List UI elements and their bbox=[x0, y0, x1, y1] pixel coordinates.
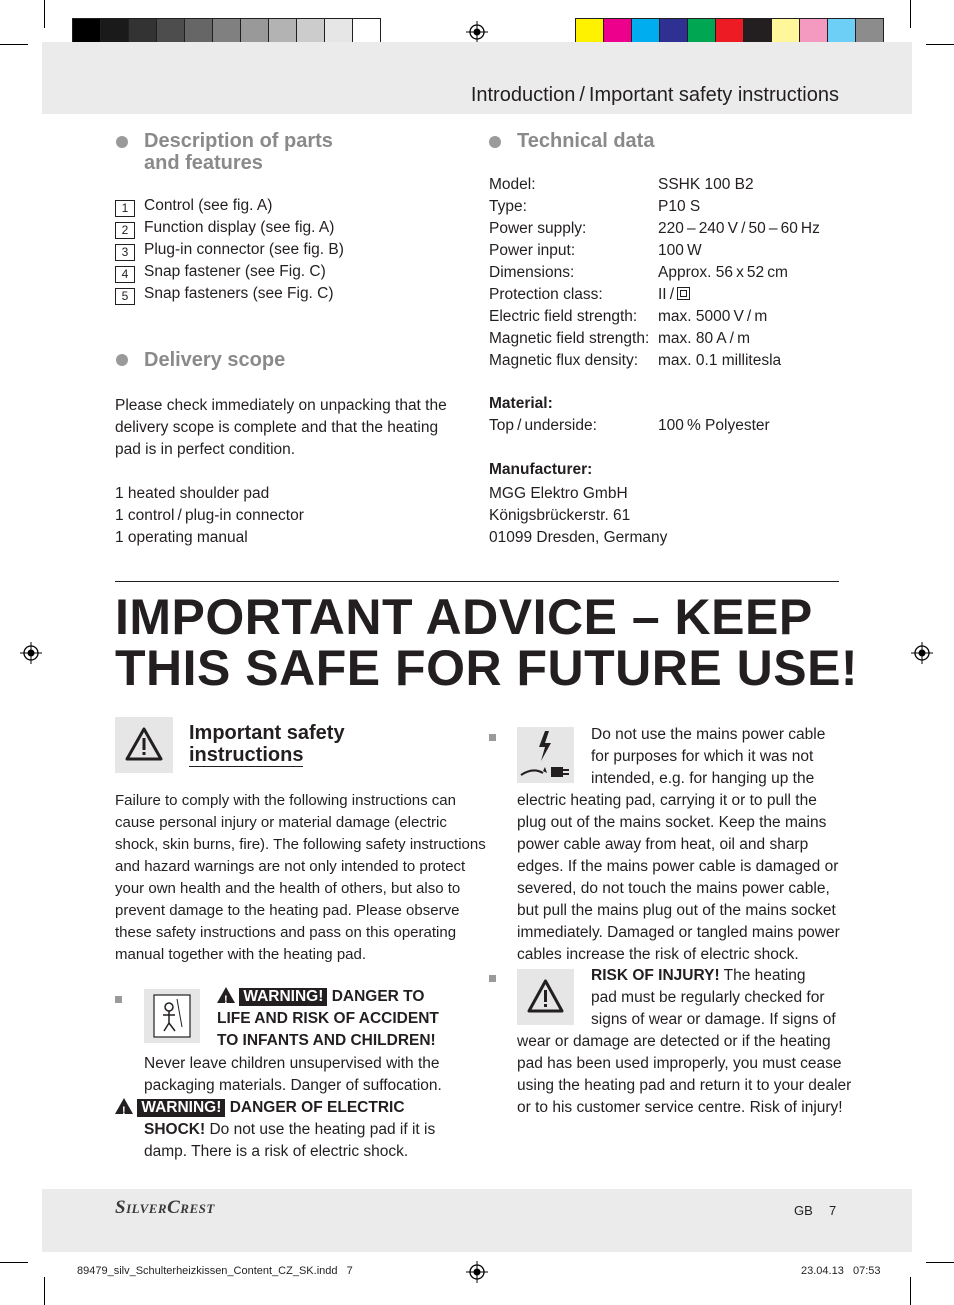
crop-mark bbox=[0, 44, 28, 45]
tech-label: Model: bbox=[489, 176, 536, 193]
manufacturer-address: MGG Elektro GmbH Königsbrückerstr. 61 01099 Dresden, Germany bbox=[489, 485, 668, 546]
tech-label: Electric field strength: bbox=[489, 308, 638, 325]
part-number: 4 bbox=[115, 266, 135, 283]
double-insulation-icon bbox=[677, 287, 690, 300]
warning-label: WARNING! bbox=[137, 1099, 225, 1117]
warning-triangle-icon bbox=[517, 969, 574, 1025]
parts-heading: Description of parts and features bbox=[144, 130, 333, 174]
crop-mark bbox=[44, 0, 45, 28]
tech-value: max. 0.1 millitesla bbox=[658, 352, 782, 369]
warning-icon-box bbox=[115, 717, 173, 773]
manufacturer-heading: Manufacturer: bbox=[489, 461, 593, 478]
child-warning-icon-box bbox=[144, 989, 200, 1043]
injury-text-top: RISK OF INJURY! The heating pad must be regularly checked for signs of wear or damage. If signs of bbox=[591, 967, 836, 1028]
part-number: 5 bbox=[115, 288, 135, 305]
footer-lang: GB bbox=[794, 1203, 813, 1218]
tech-label: Magnetic field strength: bbox=[489, 330, 650, 347]
registration-mark-icon bbox=[20, 642, 42, 664]
tech-label: Magnetic flux density: bbox=[489, 352, 639, 369]
safety-intro: Failure to comply with the following instructions can cause personal injury or material damage (electric shock, skin burns, fire). The following safety instructions and hazard warnings are not only intended to protect your own health and the health of others, but also to prevent damage to the heating pad. Please observe these safety instructions and pass on this operating manual together with the heating pad. bbox=[115, 792, 486, 963]
material-value: 100 % Polyester bbox=[658, 417, 770, 434]
tech-heading: Technical data bbox=[517, 130, 655, 152]
cable-warning-icon-box bbox=[517, 727, 574, 783]
tech-label: Dimensions: bbox=[489, 264, 575, 281]
warning-1-text: Never leave children unsupervised with the packaging materials. Danger of suffocation. bbox=[144, 1055, 442, 1094]
tech-value: II / bbox=[658, 286, 690, 304]
tech-value: max. 5000 V / m bbox=[658, 308, 768, 325]
crop-mark bbox=[926, 1262, 954, 1263]
tech-value: 100 W bbox=[658, 242, 702, 259]
tech-value: Approx. 56 x 52 cm bbox=[658, 264, 788, 281]
bullet-square bbox=[489, 734, 496, 741]
divider bbox=[115, 581, 839, 582]
part-label: Snap fastener (see Fig. C) bbox=[144, 263, 326, 280]
warning-triangle-icon bbox=[115, 1098, 133, 1114]
tech-label: Power supply: bbox=[489, 220, 587, 237]
crop-mark bbox=[0, 1262, 28, 1263]
tech-value: P10 S bbox=[658, 198, 701, 215]
crop-mark bbox=[910, 0, 911, 28]
warning-triangle-icon bbox=[217, 987, 235, 1003]
injury-warning-icon-box bbox=[517, 969, 574, 1025]
footer-date: 23.04.13 07:53 bbox=[801, 1265, 881, 1277]
warning-label: WARNING! bbox=[239, 988, 327, 1006]
tech-value: 220 – 240 V / 50 – 60 Hz bbox=[658, 220, 820, 237]
bullet-square bbox=[115, 996, 122, 1003]
registration-mark-icon bbox=[466, 21, 488, 43]
warning-triangle-icon bbox=[115, 717, 173, 773]
part-label: Snap fasteners (see Fig. C) bbox=[144, 285, 334, 302]
warning-2: ! WARNING! DANGER OF ELECTRIC SHOCK! Do not use the heating pad if it is damp. There is a risk of electric shock. bbox=[115, 1097, 435, 1163]
bullet-dot bbox=[116, 354, 128, 366]
crop-mark bbox=[926, 44, 954, 45]
page-header-title: Introduction / Important safety instructions bbox=[470, 84, 839, 106]
crop-mark bbox=[44, 1277, 45, 1305]
bullet-dot bbox=[489, 136, 501, 148]
safety-heading: Important safety instructions bbox=[189, 722, 345, 766]
bullet-square bbox=[489, 975, 496, 982]
part-label: Control (see fig. A) bbox=[144, 197, 273, 214]
electric-cable-icon bbox=[517, 727, 574, 783]
registration-mark-icon bbox=[466, 1261, 488, 1283]
warning-1-heading: ! WARNING! DANGER TO LIFE AND RISK OF ACCIDENT TO INFANTS AND CHILDREN! bbox=[217, 986, 439, 1052]
material-label: Top / underside: bbox=[489, 417, 597, 434]
injury-text: wear or damage are detected or if the heating pad has been used improperly, you must cease using the heating pad and return it to your dealer or to his customer service centre. Risk of injury! bbox=[517, 1033, 852, 1116]
part-number: 1 bbox=[115, 200, 135, 217]
tech-label: Power input: bbox=[489, 242, 576, 259]
registration-mark-icon bbox=[911, 642, 933, 664]
crop-mark bbox=[910, 1277, 911, 1305]
part-label: Function display (see fig. A) bbox=[144, 219, 335, 236]
part-number: 2 bbox=[115, 222, 135, 239]
part-number: 3 bbox=[115, 244, 135, 261]
delivery-heading: Delivery scope bbox=[144, 349, 286, 371]
advice-title-line1: IMPORTANT ADVICE – KEEP bbox=[115, 589, 813, 645]
footer-page-number: 7 bbox=[829, 1203, 837, 1218]
cable-text: electric heating pad, carrying it or to pull the plug out of the mains socket. Keep the mains power cable away from heat, oil and sharp edges. If the mains power cable is damaged or severed, do not touch the mains power cable, but pull the mains plug out of the mains socket immediately. Damaged or tangled mains power cables increase the risk of electric shock. bbox=[517, 792, 840, 963]
footer-filename: 89479_silv_Schulterheizkissen_Content_CZ_SK.indd 7 bbox=[77, 1265, 353, 1277]
tech-value: SSHK 100 B2 bbox=[658, 176, 754, 193]
child-packaging-icon bbox=[144, 989, 200, 1043]
delivery-text: Please check immediately on unpacking that the delivery scope is complete and that the heating pad is in perfect condition. 1 heated shoulder pad 1 control / plug-in connector 1 operating manual bbox=[115, 397, 447, 546]
bullet-dot bbox=[116, 136, 128, 148]
part-label: Plug-in connector (see fig. B) bbox=[144, 241, 344, 258]
material-heading: Material: bbox=[489, 395, 553, 412]
cable-text-top: Do not use the mains power cable for purposes for which it was not intended, e.g. for hanging up the bbox=[591, 726, 826, 787]
tech-label: Type: bbox=[489, 198, 527, 215]
tech-value: max. 80 A / m bbox=[658, 330, 751, 347]
tech-label: Protection class: bbox=[489, 286, 603, 303]
brand-logo: SilverCrest bbox=[115, 1197, 215, 1218]
advice-title-line2: THIS SAFE FOR FUTURE USE! bbox=[115, 640, 859, 696]
